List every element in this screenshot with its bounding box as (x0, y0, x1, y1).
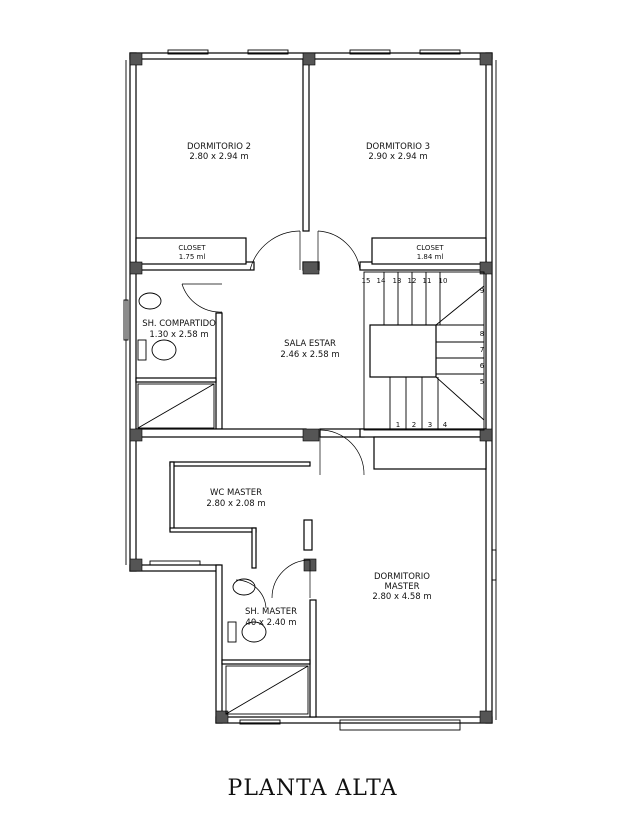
room-size-dormitorio-master: 2.80 x 4.58 m (372, 592, 432, 602)
room-name-dormitorio-2: DORMITORIO 2 (186, 142, 252, 152)
sink-icon (233, 579, 255, 595)
closet-left-size: 1.75 ml (178, 253, 206, 261)
doors (182, 231, 364, 608)
step-label: 4 (442, 421, 448, 429)
room-name-sh-compartido: SH. COMPARTIDO (142, 319, 216, 329)
staircase (361, 272, 484, 430)
room-size-sala-estar: 2.46 x 2.58 m (280, 350, 340, 360)
room-size-dormitorio-3: 2.90 x 2.94 m (368, 152, 428, 162)
step-label: 6 (479, 362, 485, 370)
step-label: 14 (376, 277, 386, 285)
step-label: 11 (422, 277, 432, 285)
step-label: 12 (407, 277, 417, 285)
step-label: 8 (479, 330, 485, 338)
room-size-wc-master: 2.80 x 2.08 m (206, 499, 266, 509)
step-label: 9 (479, 287, 485, 295)
step-label: 2 (411, 421, 417, 429)
room-labels (142, 142, 444, 628)
step-label: 7 (479, 346, 485, 354)
room-name-dormitorio-3: DORMITORIO 3 (365, 142, 431, 152)
room-name-wc-master: WC MASTER (209, 488, 263, 498)
room-size-dormitorio-2: 2.80 x 2.94 m (189, 152, 249, 162)
step-label: 5 (479, 378, 485, 386)
room-size-sh-master: 40 x 2.40 m (245, 618, 297, 628)
room-name-dormitorio-master-2: MASTER (384, 582, 420, 592)
closet-right-name: CLOSET (416, 244, 444, 252)
step-label: 3 (427, 421, 433, 429)
plan-title: PLANTA ALTA (227, 776, 398, 801)
room-name-sala-estar: SALA ESTAR (284, 339, 336, 349)
step-label: 15 (361, 277, 371, 285)
room-name-sh-master: SH. MASTER (244, 607, 298, 617)
room-name-dormitorio-master: DORMITORIO (374, 572, 430, 582)
step-label: 1 (395, 421, 401, 429)
sink-icon (139, 293, 161, 309)
closet-left-name: CLOSET (178, 244, 206, 252)
step-label: 10 (438, 277, 448, 285)
step-label: 13 (392, 277, 402, 285)
room-size-sh-compartido: 1.30 x 2.58 m (149, 330, 209, 340)
closet-right-size: 1.84 ml (416, 253, 444, 261)
toilet-icon (152, 340, 176, 360)
